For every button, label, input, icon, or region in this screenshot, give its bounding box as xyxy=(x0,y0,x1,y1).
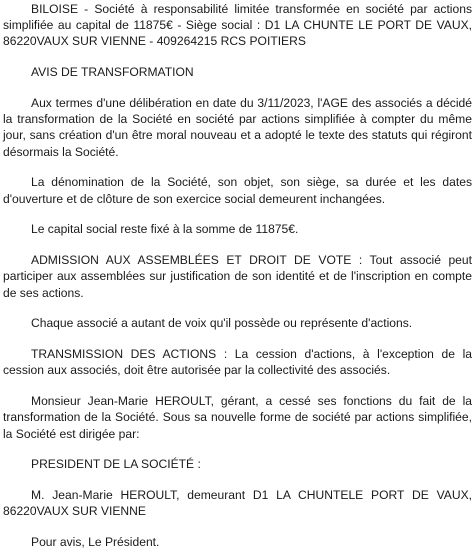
admission-voting-paragraph: ADMISSION AUX ASSEMBLÉES ET DROIT DE VOTE : Tout associé peut participer aux assemblées sur justification de son identité et de l'inscription en compte de ses actions. xyxy=(3,253,472,300)
transformation-paragraph: Aux termes d'une délibération en date du 3/11/2023, l'AGE des associés a décidé la transformation de la Société en société par actions simplifiée à compter du même jour, sans création d'un être moral nouveau et a adopté le texte des statuts qui régiront désormais la Société. xyxy=(3,96,472,159)
company-header-paragraph: BILOISE - Société à responsabilité limitée transformée en société par actions simplifiée au capital de 11875€ - Siège social : D1 LA CHUNTE LE PORT DE VAUX, 86220VAUX SUR VIENNE - 409264215 RCS POITIERS xyxy=(3,2,472,49)
share-capital-paragraph: Le capital social reste fixé à la somme de 11875€. xyxy=(31,222,299,237)
voting-rights-paragraph: Chaque associé a autant de voix qu'il possède ou représente d'actions. xyxy=(31,316,413,331)
signature-line: Pour avis, Le Président. xyxy=(31,535,160,550)
president-heading: PRESIDENT DE LA SOCIÉTÉ : xyxy=(31,457,201,472)
unchanged-details-paragraph: La dénomination de la Société, son objet, son siège, sa durée et les dates d'ouverture et de clôture de son exercice social demeurent inchangées. xyxy=(3,175,472,206)
share-transfer-paragraph: TRANSMISSION DES ACTIONS : La cession d'actions, à l'exception de la cession aux associés, doit être autorisée par la collectivité des associés. xyxy=(3,347,472,378)
president-details-paragraph: M. Jean-Marie HEROULT, demeurant D1 LA CHUNTELE PORT DE VAUX, 86220VAUX SUR VIENNE xyxy=(3,488,472,519)
notice-title: AVIS DE TRANSFORMATION xyxy=(31,65,194,80)
management-change-paragraph: Monsieur Jean-Marie HEROULT, gérant, a cessé ses fonctions du fait de la transformation de la Société. Sous sa nouvelle forme de société par actions simplifiée, la Société est dirigée par: xyxy=(3,394,472,441)
